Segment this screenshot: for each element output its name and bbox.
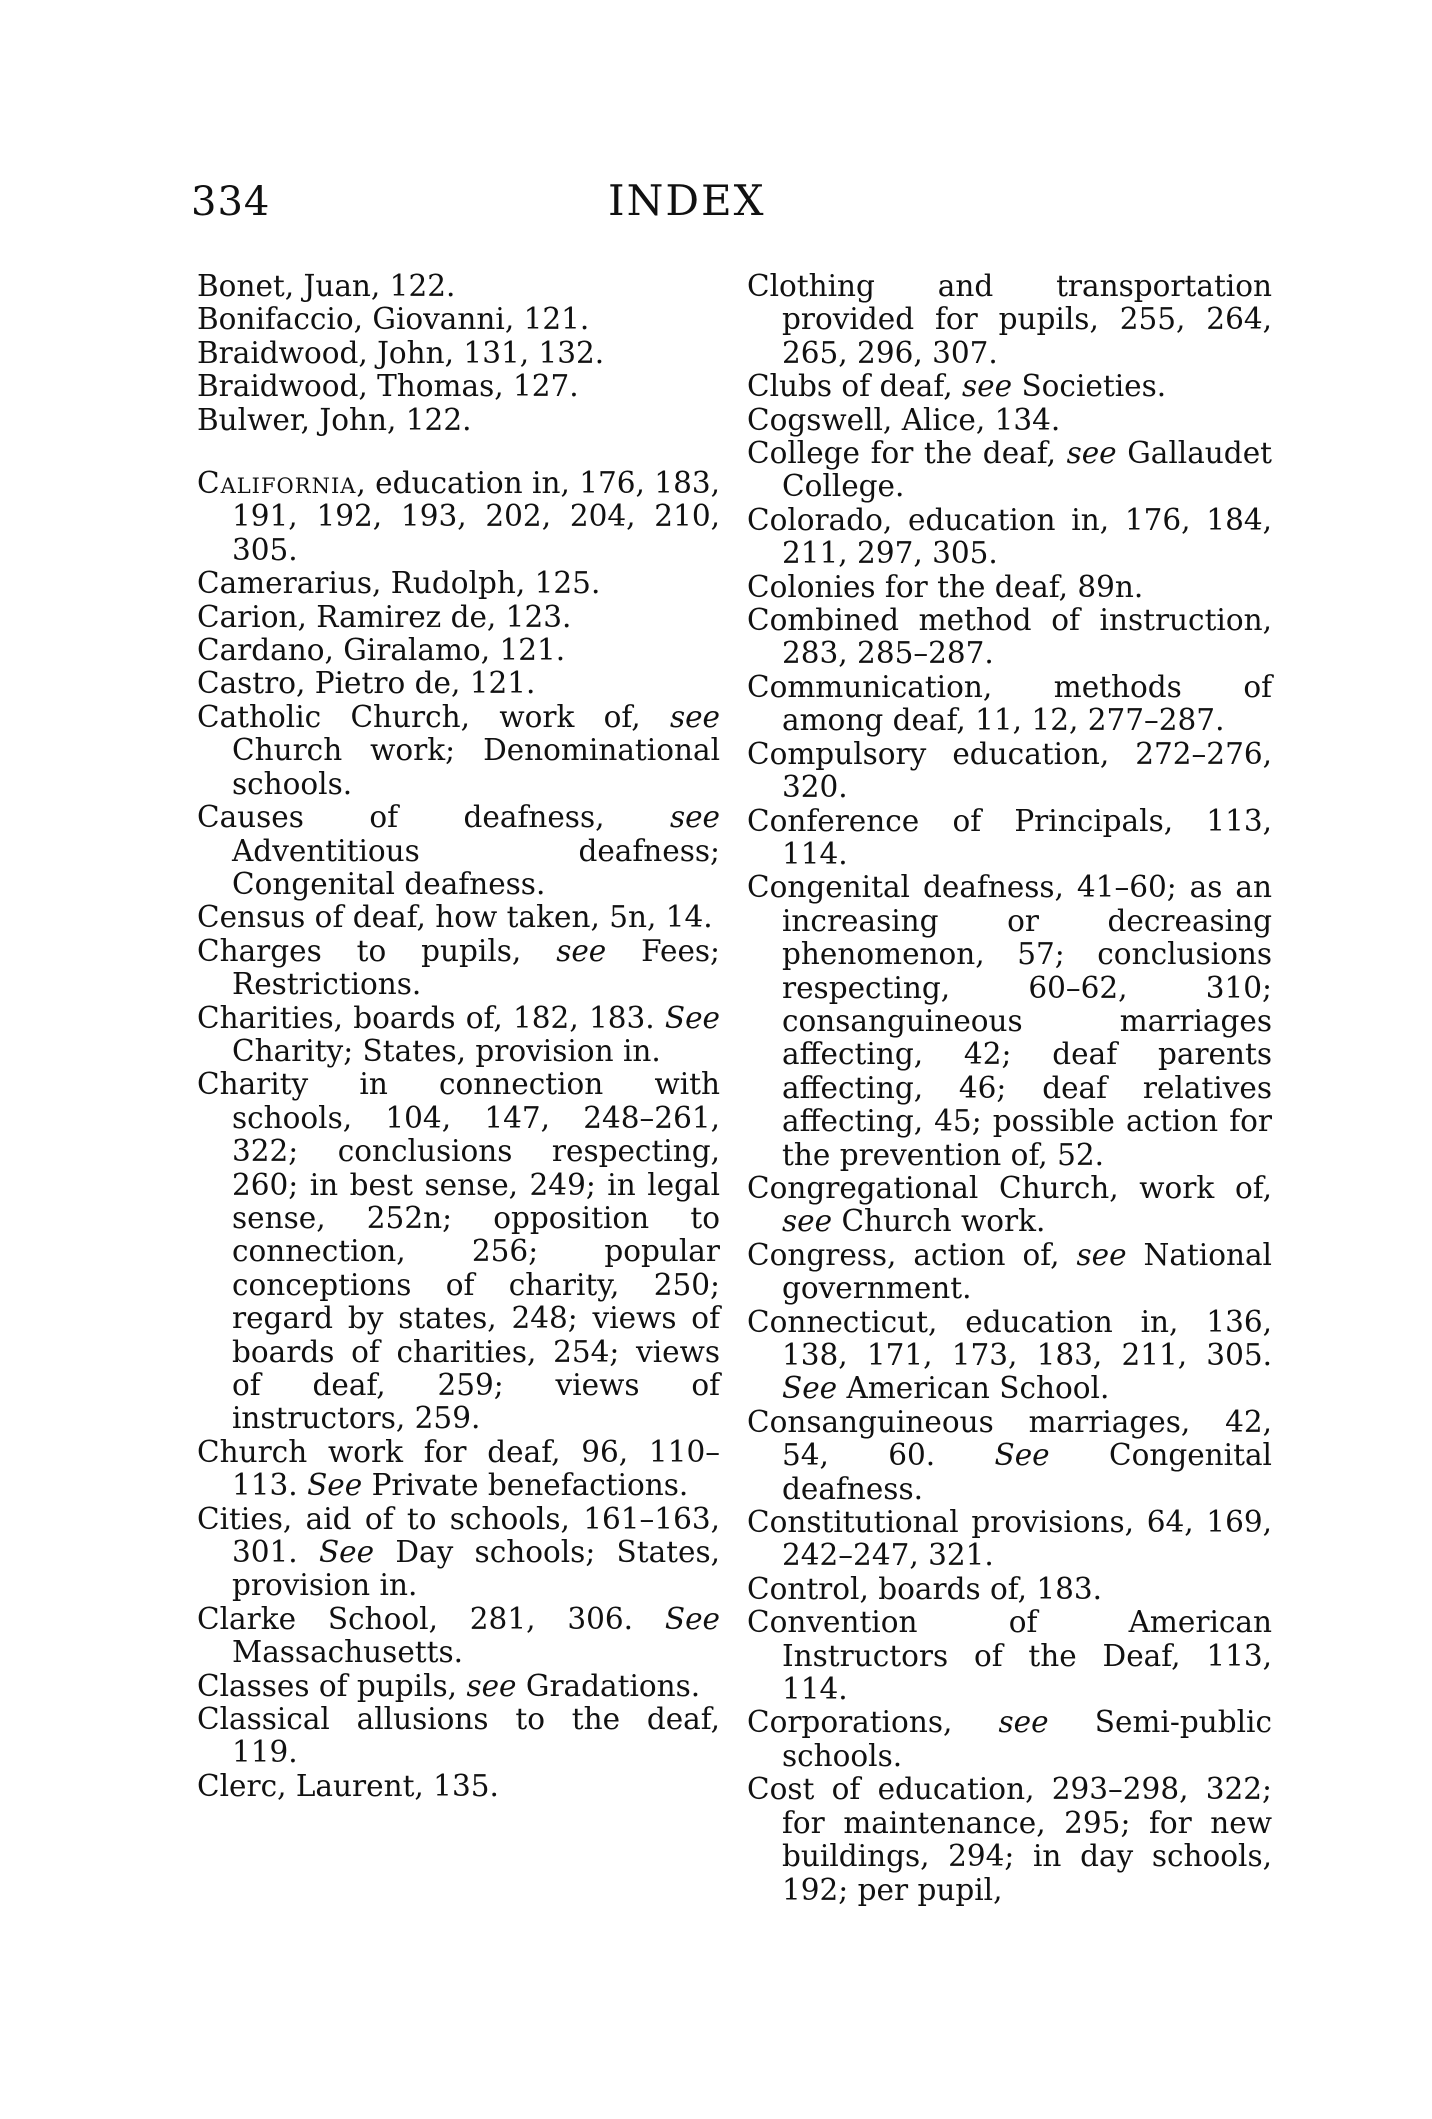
entry-text: Adventitious deafness; Congenital deafness. [232, 833, 720, 901]
see-reference: see [669, 699, 720, 734]
index-entry-clerc: Clerc, Laurent, 135. [197, 1768, 499, 1803]
index-entry: Cardano, Giralamo, 121. [197, 633, 566, 668]
entry-text: Church work for deaf, 96, 110–113. [197, 1434, 720, 1503]
entry-text: Day schools; States, provision in. [232, 1535, 721, 1603]
index-entry-cities [197, 1503, 720, 1603]
entry-text: Massachusetts. [232, 1635, 464, 1670]
see-reference: see [466, 1668, 517, 1703]
see-reference: See [994, 1438, 1050, 1473]
index-entry-cost: Cost of education, 293–298, 322; for maintenance, 295; for new buildings, 294; in day schools, 192; per pupil, [747, 1772, 1272, 1907]
index-entry-church [197, 1436, 720, 1503]
index-entry-connecticut [747, 1306, 1272, 1406]
entry-text: Clubs of deaf, [747, 369, 963, 404]
index-entry: Carion, Ramirez de, 123. [197, 599, 572, 634]
index-entry-communication: Communication, methods of among deaf, 11, 12, 277–287. [747, 669, 1272, 738]
index-entry-control: Control, boards of, 183. [747, 1571, 1103, 1606]
index-entry-constitutional: Constitutional provisions, 64, 169, 242–247, 321. [747, 1505, 1272, 1573]
entry-text: Catholic Church, work of, [197, 699, 670, 734]
index-entry: Castro, Pietro de, 121. [197, 666, 536, 701]
entry-text: Classes of pupils, [197, 1668, 467, 1703]
entry-headword: California [197, 466, 357, 501]
entry-text: Societies. [1012, 369, 1167, 404]
entry-text: Cities, aid of to schools, 161–163, 301. [197, 1501, 720, 1570]
index-entry-clothing: Clothing and transportation provided for pupils, 255, 264, 265, 296, 307. [747, 269, 1272, 370]
entry-text: Causes of deafness, [197, 800, 670, 835]
entry-text: Clarke School, 281, 306. [197, 1601, 665, 1636]
entry-text: Gallaudet College. [782, 436, 1273, 504]
index-entry-college [747, 437, 1272, 504]
entry-text: National government. [782, 1237, 1272, 1306]
index-entry-charities [197, 1002, 720, 1069]
page-title: INDEX [608, 176, 766, 225]
entry-text: Congress, action of, [747, 1237, 1077, 1272]
see-reference: See [664, 1601, 720, 1636]
index-entry: Braidwood, John, 131, 132. [197, 335, 605, 370]
entry-text: College for the deaf, [747, 436, 1067, 471]
see-reference: see [1066, 436, 1117, 471]
entry-text: Charities, boards of, 182, 183. [197, 1000, 665, 1035]
index-entry: Braidwood, Thomas, 127. [197, 369, 579, 404]
page-number: 334 [191, 179, 271, 225]
index-entry-clubs [747, 370, 1272, 403]
index-entry-congenital: Congenital deafness, 41–60; as an increasing or decreasing phenomenon, 57; conclusions respecting, 60–62, 310; consanguineous marriages affecting, 42; deaf parents affecting, 46; deaf relatives affecting, 45; possible action for the prevention of, 52. [747, 870, 1272, 1172]
index-entry-consanguineous [747, 1406, 1272, 1506]
index-entry: Bonet, Juan, 122. [197, 269, 456, 303]
entry-text: , education in, 176, 183, 191, 192, 193, 202, 204, 210, 305. [232, 466, 720, 567]
entry-text: Fees; Restrictions. [232, 933, 720, 1002]
index-column-right [747, 270, 1272, 1907]
index-entry-classes [197, 1670, 720, 1703]
entry-text: Charity; States, provision in. [232, 1033, 661, 1068]
entry-text: American School. [837, 1371, 1110, 1406]
index-entry: Bulwer, John, 122. [197, 402, 472, 437]
index-entry-causes [197, 801, 720, 901]
entry-text: Congregational Church, work of, [747, 1170, 1272, 1205]
entry-text: Charges to pupils, [197, 933, 557, 968]
entry-text: Congenital deafness. [782, 1438, 1272, 1506]
see-reference: See [782, 1371, 838, 1406]
index-entry-colonies: Colonies for the deaf, 89n. [747, 569, 1144, 604]
see-reference: See [307, 1468, 363, 1503]
entry-text: Private benefactions. [362, 1468, 689, 1503]
index-entry-charity: Charity in connection with schools, 104, 147, 248–261, 322; conclusions respecting, 260; in best sense, 249; in legal sense, 252n; opposition to connection, 256; popular conceptions of charity, 250; regard by states, 248; views of boards of charities, 254; views of deaf, 259; views of instructors, 259. [197, 1067, 720, 1436]
index-entry-cogswell: Cogswell, Alice, 134. [747, 402, 1061, 437]
entry-text: Connecticut, education in, 136, 138, 171, 173, 183, 211, 305. [747, 1304, 1272, 1372]
see-reference: see [1076, 1237, 1127, 1272]
see-reference: See [318, 1535, 375, 1570]
see-reference: see [556, 933, 607, 968]
index-entry: Bonifaccio, Giovanni, 121. [197, 302, 590, 337]
index-entry-combined: Combined method of instruction, 283, 285–287. [747, 603, 1272, 671]
see-reference: see [669, 800, 720, 835]
entry-text: Consanguineous marriages, 42, 54, 60. [747, 1404, 1272, 1473]
entry-text: Church work; Denominational schools. [232, 733, 720, 801]
index-entry-census: Census of deaf, how taken, 5n, 14. [197, 900, 713, 935]
index-entry-congregational [747, 1172, 1272, 1239]
index-entry-charges [197, 935, 720, 1002]
entry-text: Gradations. [516, 1668, 701, 1703]
index-entry-clarke [197, 1603, 720, 1670]
index-entry-catholic [197, 701, 720, 801]
index-entry: Camerarius, Rudolph, 125. [197, 566, 601, 601]
entry-text: Church work. [832, 1204, 1046, 1239]
index-entry-conference: Conference of Principals, 113, 114. [747, 803, 1272, 871]
index-entry-colorado: Colorado, education in, 176, 184, 211, 297, 305. [747, 502, 1272, 571]
see-reference: see [998, 1705, 1049, 1740]
entry-text: Corporations, [747, 1705, 999, 1740]
index-entry-california [197, 467, 720, 567]
see-reference: See [664, 1000, 720, 1035]
index-entry-convention: Convention of American Instructors of the Deaf, 113, 114. [747, 1605, 1272, 1707]
index-entry-corporations [747, 1706, 1272, 1773]
entry-text: Semi-public schools. [782, 1705, 1272, 1773]
index-entry-congress [747, 1239, 1272, 1306]
index-column-left [197, 270, 720, 1803]
index-entry-compulsory: Compulsory education, 272–276, 320. [747, 736, 1272, 805]
see-reference: see [962, 369, 1013, 404]
index-entry-classical: Classical allusions to the deaf, 119. [197, 1702, 720, 1770]
see-reference: see [782, 1204, 833, 1239]
